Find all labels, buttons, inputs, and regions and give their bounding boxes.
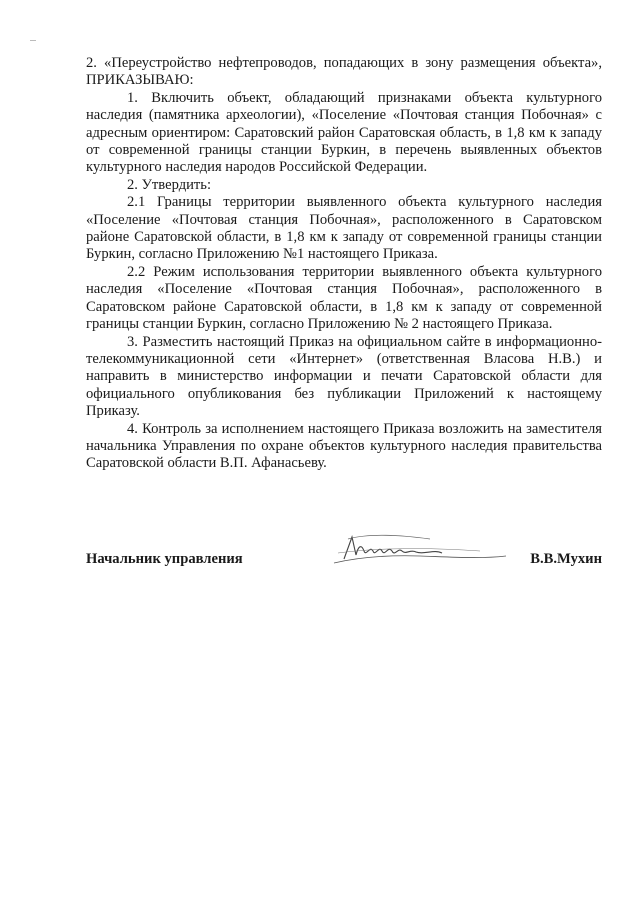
paragraph-item-2: 2. Утвердить: [127,176,212,193]
signature-block [86,547,602,577]
paragraph-intro: 2. «Переустройство нефтепроводов, попадающих в зону размещения объекта», ПРИКАЗЫВАЮ: [86,55,602,89]
paragraph-item-1: 1. Включить объект, обладающий признаками объекта культурного наследия (памятника археологии), «Поселение «Почтовая станция Побочная» с адресным ориентиром: Саратовский район Саратовская область, в 1,8 км к западу от современной границы станции Буркин, в перечень выявленных объектов культурного наследия народов Российской Федерации. [86,89,602,176]
handwritten-signature [330,529,510,569]
paragraph-item-4: 4. Контроль за исполнением настоящего Приказа возложить на заместителя начальника Управления по охране объектов культурного наследия правительства Саратовской области В.П. Афанасьеву. [86,420,602,472]
signatory-title: Начальник управления [86,551,243,567]
signatory-name: В.В.Мухин [530,551,602,567]
paragraph-item-2-2: 2.2 Режим использования территории выявленного объекта культурного наследия «Поселение «Почтовая станция Побочная», расположенного в Саратовском районе Саратовской области, в 1,8 км к западу от современной границы станции Буркин, согласно Приложению № 2 настоящего Приказа. [86,263,602,333]
paragraph-item-3: 3. Разместить настоящий Приказ на официальном сайте в информационно-телекоммуникационной сети «Интернет» (ответственная Власова Н.В.) и направить в министерство информации и печати Саратовской области для официального опубликования без публикации Приложений к настоящему Приказу. [86,333,602,420]
scan-artifact [30,40,36,41]
document-body [86,55,602,473]
paragraph-item-2-1: 2.1 Границы территории выявленного объекта культурного наследия «Поселение «Почтовая станция Побочная», расположенного в Саратовском районе Саратовской области, в 1,8 км к западу от современной границы станции Буркин, согласно Приложению №1 настоящего Приказа. [86,194,602,263]
